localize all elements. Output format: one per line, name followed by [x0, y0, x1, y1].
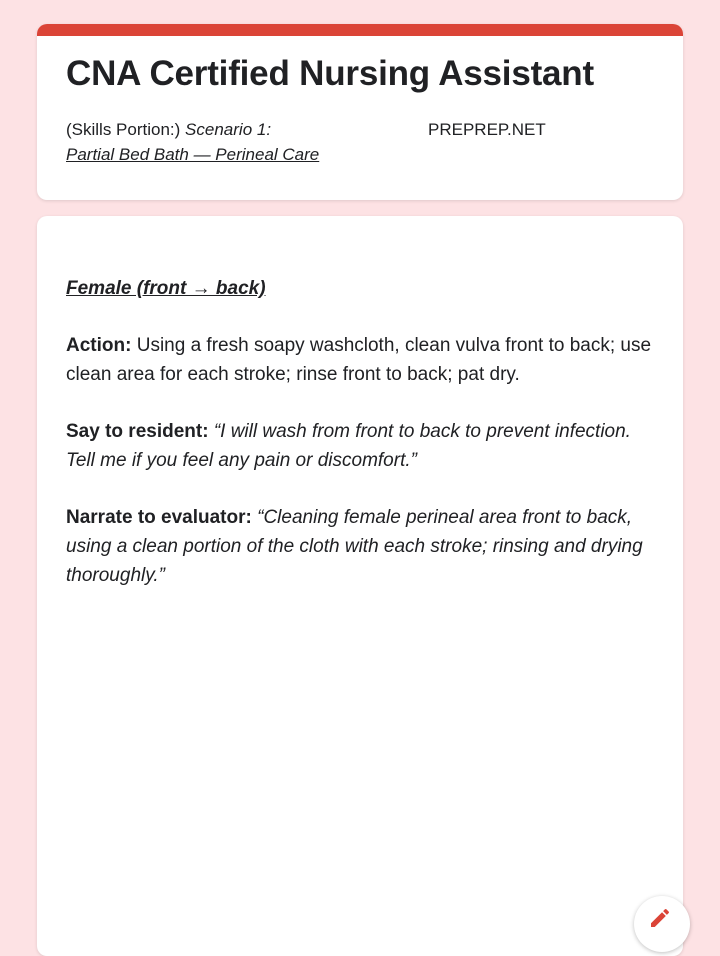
header-accent-bar: [37, 24, 683, 36]
portion-label: (Skills Portion:): [66, 120, 181, 139]
form-header-card: [37, 24, 683, 200]
action-text: Using a fresh soapy washcloth, clean vulva front to back; use clean area for each stroke; rinse front to back; pat dry.: [66, 335, 652, 385]
pencil-icon: [648, 906, 672, 930]
content-card: [37, 216, 683, 956]
scenario-subtitle: Partial Bed Bath — Perineal Care: [66, 145, 320, 164]
content-body: [66, 274, 662, 618]
resident-paragraph: [66, 417, 662, 475]
scenario-label: Scenario 1:: [185, 120, 272, 139]
action-paragraph: [66, 331, 662, 389]
action-label: Action:: [66, 335, 132, 356]
form-description: [66, 117, 319, 167]
evaluator-label: Narrate to evaluator:: [66, 507, 252, 528]
resident-label: Say to resident:: [66, 421, 209, 442]
evaluator-text: “Cleaning female perineal area front to back, using a clean portion of the cloth with each stroke; rinsing and drying thoroughly.”: [66, 507, 643, 586]
resident-text: “I will wash from front to back to prevent infection. Tell me if you feel any pain or discomfort.”: [66, 421, 631, 471]
brand-text: PREPREP.NET: [428, 120, 546, 139]
edit-fab-button[interactable]: [634, 896, 690, 952]
section-heading: Female (front → back): [66, 278, 266, 299]
form-title: CNA Certified Nursing Assistant: [66, 54, 594, 93]
evaluator-paragraph: [66, 503, 662, 590]
